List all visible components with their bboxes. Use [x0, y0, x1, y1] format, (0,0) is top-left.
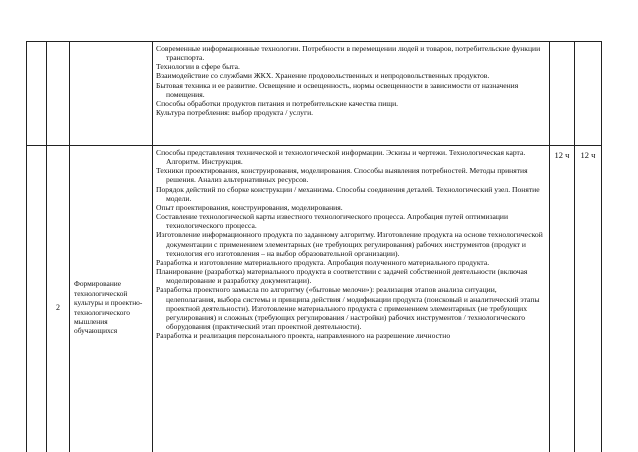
content-line: Техники проектирования, конструирования, моделирования. Способы выявления потребностей. Методы принятия решения. Анализ альтернативных ресурсов.: [156, 166, 528, 185]
content-line: Бытовая техника и ее развитие. Освещение и освещенность, нормы освещенности в зависимости от назначения помещения.: [156, 80, 519, 99]
table-cell-hours: [550, 42, 575, 146]
table-cell-content: [153, 146, 550, 452]
content-line: Разработка и реализация персонального проекта, направленного на разрешение личностно: [156, 331, 451, 341]
content-line: Изготовление информационного продукта по заданному алгоритму. Изготовление продукта на основе технологической документации с применением элементарных (не требующих регулирования) рабочих инструментов (продукт и технология его изготовления – на выбор образовательной организации).: [156, 230, 543, 258]
curriculum-table: [26, 41, 602, 452]
content-line: Разработка проектного замысла по алгоритму («бытовые мелочи»): реализация этапов анализа ситуации, целеполагания, выбора системы и принципа действия / модификации продукта (поисковый и аналитический этапы проектной деятельности). Изготовление материального продукта с применением элементарных (не требующих регулирования) и сложных (требующих регулирования / настройки) рабочих инструментов / технологического оборудования (практический этап проектной деятельности).: [156, 285, 540, 331]
table-cell-blank: [27, 146, 47, 452]
content-line: Современные информационные технологии. Потребности в перемещении людей и товаров, потребительские функции транспорта.: [156, 44, 541, 63]
content-line: Планирование (разработка) материального продукта в соответствии с задачей собственной деятельности (включая моделирование и разработку документации).: [156, 267, 528, 286]
table-cell-blank: [27, 42, 47, 146]
content-line: Опыт проектирования, конструирования, моделирования.: [156, 202, 343, 212]
table-cell-content: [153, 42, 550, 146]
table-cell-section: Формирование технологической культуры и проектно-технологического мышления обучающихся: [70, 146, 153, 452]
content-line: Взаимодействие со службами ЖКХ. Хранение продовольственных и непродовольственных продуктов.: [156, 71, 490, 81]
content-line: Способы представления технической и технологической информации. Эскизы и чертежи. Технологическая карта. Алгоритм. Инструкция.: [156, 148, 526, 167]
content-line: Порядок действий по сборке конструкции / механизма. Способы соединения деталей. Технологический узел. Понятие модели.: [156, 184, 540, 203]
table-cell-number: [47, 42, 70, 146]
table-cell-number: 2: [47, 146, 70, 452]
table-cell-hours: 12 ч: [550, 146, 575, 452]
content-line: Способы обработки продуктов питания и потребительские качества пищи.: [156, 98, 399, 108]
table-cell-hours: [575, 42, 602, 146]
table-cell-section: [70, 42, 153, 146]
content-line: Технологии в сфере быта.: [156, 62, 240, 72]
table-row: [27, 146, 602, 452]
content-line: Разработка и изготовление материального продукта. Апробация полученного материального продукта.: [156, 257, 490, 267]
table-row: [27, 42, 602, 146]
content-line: Составление технологической карты известного технологического процесса. Апробация путей оптимизации технологического процесса.: [156, 212, 509, 231]
table-cell-hours: 12 ч: [575, 146, 602, 452]
content-line: Культура потребления: выбор продукта / услуги.: [156, 108, 314, 118]
